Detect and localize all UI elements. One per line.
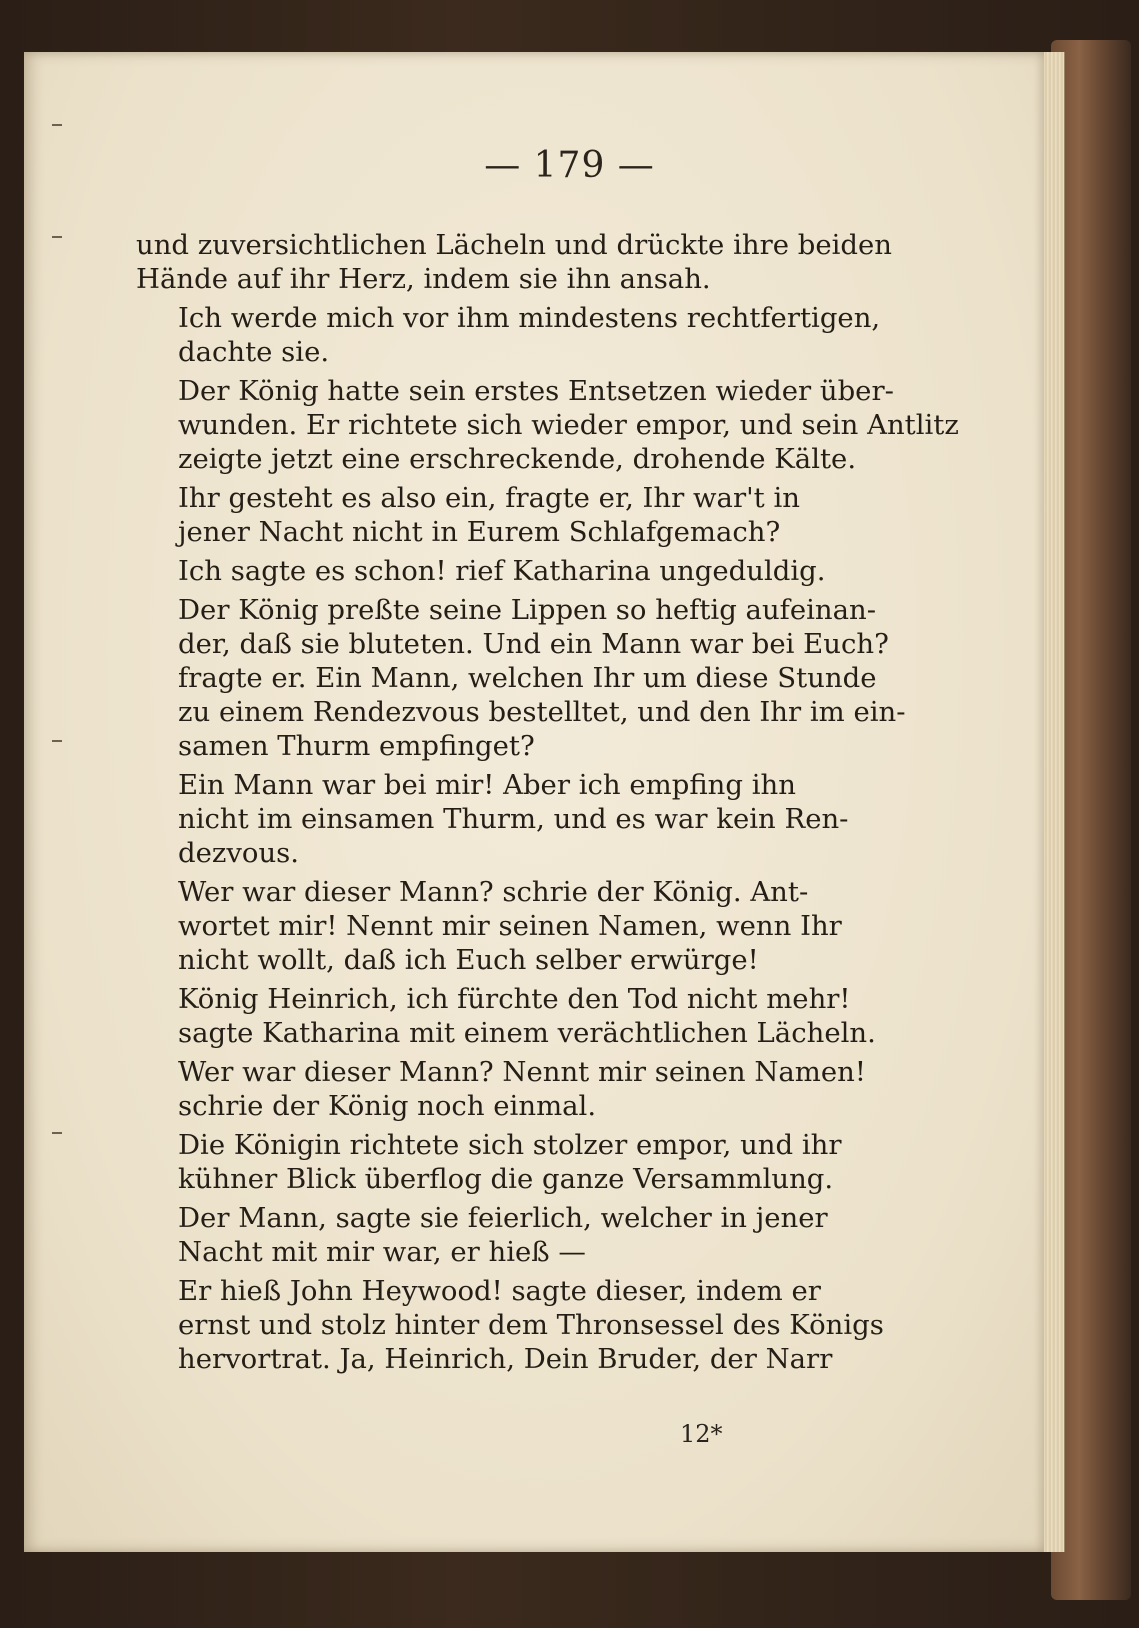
paragraph <box>136 1201 906 1269</box>
paragraph <box>136 1128 906 1196</box>
gutter-mark <box>52 740 62 742</box>
text-line: zu einem Rendezvous bestelltet, und den Ihr im ein- <box>178 696 906 728</box>
text-line: nicht wollt, daß ich Euch selber erwürge! <box>178 944 759 976</box>
text-line: Er hieß John Heywood! sagte dieser, indem er <box>178 1275 821 1307</box>
paragraph <box>136 481 906 549</box>
text-line: Die Königin richtete sich stolzer empor, und ihr <box>178 1129 842 1161</box>
paragraph <box>136 1274 906 1376</box>
text-line: Ich werde mich vor ihm mindestens rechtfertigen, <box>178 302 881 334</box>
text-line: Nacht mit mir war, er hieß — <box>178 1236 586 1268</box>
text-line: der, daß sie bluteten. Und ein Mann war bei Euch? <box>178 628 889 660</box>
text-line: Hände auf ihr Herz, indem sie ihn ansah. <box>136 263 711 295</box>
paragraph <box>136 301 906 369</box>
paragraph <box>136 768 906 870</box>
text-line: Ich sagte es schon! rief Katharina ungeduldig. <box>178 555 826 587</box>
text-line: dachte sie. <box>178 336 330 368</box>
text-line: nicht im einsamen Thurm, und es war kein Ren- <box>178 803 849 835</box>
paragraph <box>136 875 906 977</box>
text-line: zeigte jetzt eine erschreckende, drohende Kälte. <box>178 443 857 475</box>
text-line: Ihr gesteht es also ein, fragte er, Ihr war't in <box>178 482 800 514</box>
text-line: jener Nacht nicht in Eurem Schlafgemach? <box>178 516 781 548</box>
text-line: Der Mann, sagte sie feierlich, welcher in jener <box>178 1202 828 1234</box>
text-line: schrie der König noch einmal. <box>178 1090 597 1122</box>
paragraph <box>136 554 906 588</box>
signature-mark: 12* <box>680 1420 723 1448</box>
text-line: wortet mir! Nennt mir seinen Namen, wenn Ihr <box>178 910 842 942</box>
gutter-mark <box>52 124 62 126</box>
paragraph <box>136 1055 906 1123</box>
text-line: hervortrat. Ja, Heinrich, Dein Bruder, der Narr <box>178 1343 833 1375</box>
text-line: samen Thurm empfinget? <box>178 730 535 762</box>
text-line: wunden. Er richtete sich wieder empor, und sein Antlitz <box>178 409 959 441</box>
text-line: Der König hatte sein erstes Entsetzen wieder über- <box>178 375 894 407</box>
text-line: dezvous. <box>178 837 300 869</box>
text-line: Wer war dieser Mann? Nennt mir seinen Namen! <box>178 1056 866 1088</box>
text-line: fragte er. Ein Mann, welchen Ihr um diese Stunde <box>178 662 877 694</box>
paragraph <box>136 228 906 296</box>
text-line: sagte Katharina mit einem verächtlichen Lächeln. <box>178 1017 876 1049</box>
body-text <box>136 228 959 1381</box>
paragraph <box>136 593 906 763</box>
gutter-mark <box>52 1132 62 1134</box>
text-line: Ein Mann war bei mir! Aber ich empfing ihn <box>178 769 796 801</box>
paragraph <box>136 374 959 476</box>
gutter-mark <box>52 236 62 238</box>
text-line: Der König preßte seine Lippen so heftig aufeinan- <box>178 594 877 626</box>
text-line: König Heinrich, ich fürchte den Tod nicht mehr! <box>178 983 851 1015</box>
page-number: — 179 — <box>484 145 655 186</box>
text-line: kühner Blick überflog die ganze Versammlung. <box>178 1163 834 1195</box>
paragraph <box>136 982 906 1050</box>
text-line: ernst und stolz hinter dem Thronsessel des Königs <box>178 1309 884 1341</box>
text-line: und zuversichtlichen Lächeln und drückte ihre beiden <box>136 229 893 261</box>
text-line: Wer war dieser Mann? schrie der König. Ant- <box>178 876 809 908</box>
